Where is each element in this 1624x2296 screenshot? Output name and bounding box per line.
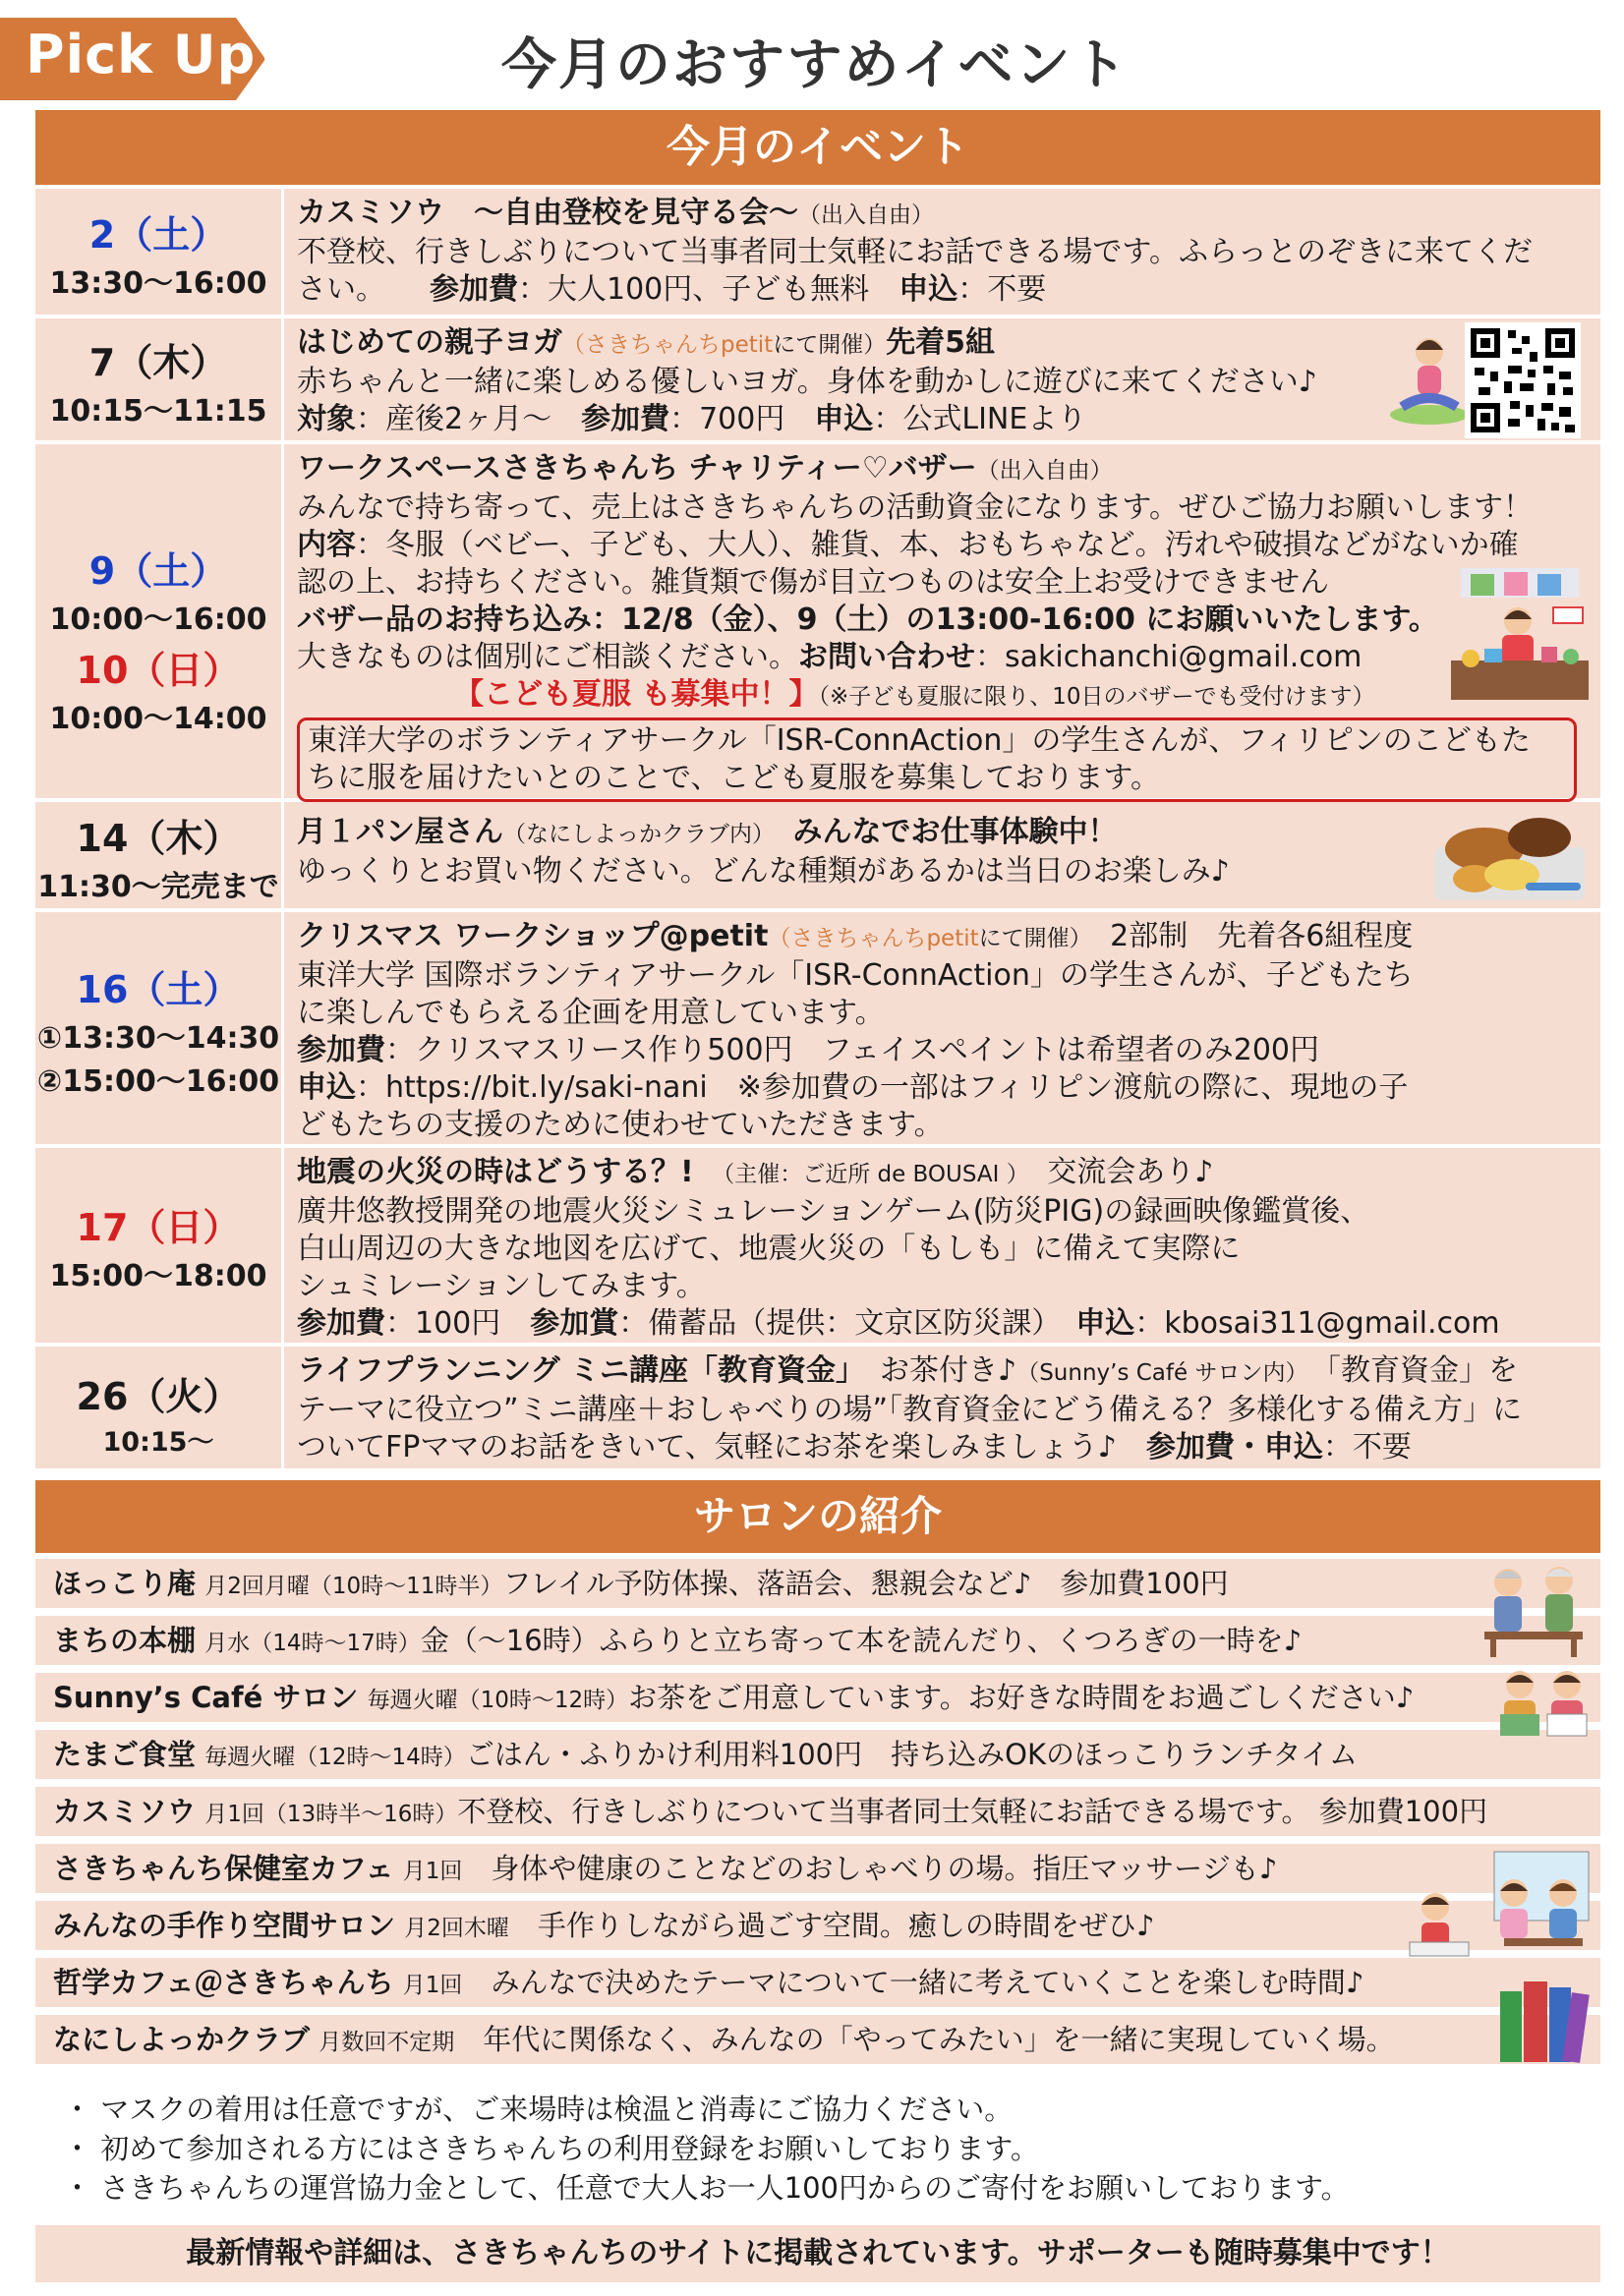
salon-desc: ごはん・ふりかけ利用料100円 持ち込みOKのほっこりランチタイム bbox=[465, 1738, 1358, 1771]
apply-value: ：kbosai311@gmail.com bbox=[1134, 1306, 1500, 1341]
yoga-illustration bbox=[1388, 330, 1471, 429]
salon-schedule: 月数回不定期 bbox=[319, 2030, 455, 2055]
event-time: 10:00〜14:00 bbox=[49, 702, 267, 736]
gift-label: 参加賞 bbox=[530, 1306, 619, 1341]
event-body bbox=[297, 814, 1587, 890]
event-desc: 不登校、行きしぶりについて当事者同士気軽にお話できる場です。ふらっとのぞきに来てくだ bbox=[297, 235, 1533, 269]
event-desc: ゆっくりとお買い物ください。どんな種類があるかは当日のお楽しみ♪ bbox=[297, 854, 1230, 889]
event-title: 地震の火災の時はどうする？! bbox=[297, 1155, 694, 1189]
event-date-cell bbox=[35, 444, 284, 798]
event-date: 9（土） bbox=[88, 549, 228, 593]
event-venue: （さきちゃんちpetit bbox=[768, 926, 979, 951]
event-date-cell bbox=[35, 318, 284, 440]
salon-row bbox=[35, 1673, 1600, 1722]
salon-row bbox=[35, 2015, 1600, 2064]
cafe-people-illustration bbox=[1406, 1848, 1593, 1966]
salon-row bbox=[35, 1901, 1600, 1950]
event-row bbox=[35, 189, 1600, 315]
event-time: 13:30〜16:00 bbox=[49, 266, 267, 301]
fee-label: 参加費 bbox=[297, 1306, 385, 1341]
event-time: ②15:00〜16:00 bbox=[36, 1064, 280, 1099]
salon-schedule: 月水（14時〜17時） bbox=[204, 1631, 421, 1656]
event-date: 14（木） bbox=[76, 817, 241, 860]
seniors-illustration bbox=[1475, 1561, 1593, 1659]
event-capacity: 先着5組 bbox=[886, 325, 996, 360]
fee-label: 参加費 bbox=[430, 272, 518, 307]
event-desc: 大きなものは個別にご相談ください。 bbox=[297, 640, 798, 674]
fee-label: 参加費 bbox=[581, 402, 670, 436]
event-desc: 赤ちゃんと一緒に楽しめる優しいヨガ。身体を動かしに遊びに来てください♪ bbox=[297, 365, 1317, 399]
salon-row bbox=[35, 1787, 1600, 1836]
event-time: 10:00〜16:00 bbox=[49, 603, 267, 637]
event-date: 16（土） bbox=[76, 968, 241, 1011]
event-dropoff: バザー品のお持ち込み：12/8（金）、9（土）の13:00-16:00 にお願いいたします。 bbox=[297, 603, 1438, 637]
salon-desc: 不登校、行きしぶりについて当事者同士気軽にお話できる場です。 参加費100円 bbox=[457, 1795, 1488, 1828]
fee-value: ：700円 bbox=[669, 402, 785, 436]
event-time: 15:00〜18:00 bbox=[49, 1259, 267, 1293]
event-date: 26（火） bbox=[76, 1375, 241, 1418]
bread-illustration bbox=[1431, 808, 1589, 902]
salon-desc: 金（〜16時）ふらりと立ち寄って本を読んだり、くつろぎの一時を♪ bbox=[420, 1624, 1303, 1657]
event-date-cell bbox=[35, 802, 284, 908]
note-item: ・ マスクの着用は任意ですが、ご来場時は検温と消毒にご協力ください。 bbox=[63, 2093, 1014, 2126]
footer-message: 最新情報や詳細は、さきちゃんちのサイトに掲載されています。サポーターも随時募集中です！ bbox=[35, 2225, 1600, 2282]
event-desc: どもたちの支援のために使わせていただきます。 bbox=[297, 1108, 944, 1142]
event-date: 17（日） bbox=[76, 1206, 241, 1249]
salon-schedule: 月1回（13時半〜16時） bbox=[204, 1802, 458, 1827]
event-desc: ついてFPママのお話をきいて、気軽にお茶を楽しみましょう♪ bbox=[297, 1430, 1117, 1464]
salon-row bbox=[35, 1730, 1600, 1779]
event-note: （※子ども夏服に限り、10日のバザーでも受付けます） bbox=[818, 684, 1375, 710]
fee-label: 参加費 bbox=[297, 1033, 385, 1067]
fee-value: ：不要 bbox=[1322, 1430, 1412, 1464]
salon-schedule: 月1回 bbox=[402, 1973, 463, 1998]
event-note: （出入自由） bbox=[798, 202, 934, 228]
salon-row bbox=[35, 1844, 1600, 1893]
salon-schedule: 毎週火曜（12時〜14時） bbox=[204, 1745, 466, 1770]
event-subtitle: お茶付き♪ bbox=[880, 1353, 1017, 1388]
event-time: ①13:30〜14:30 bbox=[36, 1021, 280, 1056]
page-title: 今月のおすすめイベント bbox=[501, 33, 1130, 97]
event-desc: 東洋大学 国際ボランティアサークル「ISR-ConnAction」の学生さんが、子どもたち bbox=[297, 958, 1414, 993]
apply-label: 申込 bbox=[814, 402, 874, 436]
salon-banner: サロンの紹介 bbox=[35, 1480, 1600, 1553]
event-desc: 「教育資金」を bbox=[1325, 1353, 1518, 1388]
salon-schedule: 月1回 bbox=[402, 1859, 463, 1884]
salon-name: Sunny’s Café サロン bbox=[53, 1681, 359, 1714]
salon-desc: みんなで決めたテーマについて一緒に考えていくことを楽しむ時間♪ bbox=[491, 1966, 1364, 1999]
event-title: カスミソウ 〜自由登校を見守る会〜 bbox=[297, 196, 798, 230]
event-desc: シュミレーションしてみます。 bbox=[297, 1269, 706, 1303]
event-desc: 白山周辺の大きな地図を広げて、地震火災の「もしも」に備えて実際に bbox=[297, 1232, 1241, 1266]
event-row bbox=[35, 912, 1600, 1144]
contact-label: お問い合わせ bbox=[798, 640, 975, 674]
event-desc: 廣井悠教授開発の地震火災シミュレーションゲーム(防災PIG)の録画映像鑑賞後、 bbox=[297, 1194, 1370, 1229]
salon-name: みんなの手作り空間サロン bbox=[53, 1909, 396, 1942]
books-illustration bbox=[1494, 1972, 1593, 2070]
salon-row bbox=[35, 1559, 1600, 1608]
event-note: （出入自由） bbox=[976, 458, 1113, 484]
event-note: （Sunny’s Café サロン内） bbox=[1016, 1360, 1297, 1386]
event-row bbox=[35, 444, 1600, 798]
salon-schedule: 月2回月曜（10時〜11時半） bbox=[204, 1574, 503, 1599]
apply-value: ：不要 bbox=[957, 272, 1047, 307]
salon-desc: 手作りしながら過ごす空間。癒しの時間をぜひ♪ bbox=[537, 1909, 1155, 1942]
event-row bbox=[35, 318, 1600, 440]
salon-desc: フレイル予防体操、落語会、懇親会など♪ 参加費100円 bbox=[502, 1567, 1229, 1600]
event-row bbox=[35, 802, 1600, 908]
salon-desc: 身体や健康のことなどのおしゃべりの場。指圧マッサージも♪ bbox=[491, 1852, 1278, 1885]
salon-row bbox=[35, 1616, 1600, 1665]
salon-name: カスミソウ bbox=[53, 1795, 197, 1828]
event-title: 月１パン屋さん bbox=[297, 815, 503, 849]
event-time: 10:15〜11:15 bbox=[49, 394, 267, 429]
apply-label: 申込 bbox=[899, 272, 958, 307]
event-body bbox=[297, 1352, 1587, 1466]
event-note: （なにしよっかクラブ内） bbox=[503, 822, 764, 847]
event-subtitle: 交流会あり♪ bbox=[1047, 1155, 1214, 1189]
volunteer-box bbox=[297, 718, 1577, 802]
salon-name: 哲学カフェ＠さきちゃんち bbox=[53, 1966, 394, 1999]
event-date: 2（土） bbox=[88, 213, 228, 257]
event-date-cell bbox=[35, 189, 284, 315]
event-date: 10（日） bbox=[76, 649, 241, 692]
event-body bbox=[297, 195, 1587, 309]
apply-label: 申込 bbox=[1075, 1306, 1135, 1341]
event-time: 11:30〜完売まで bbox=[37, 870, 279, 904]
pickup-label bbox=[0, 18, 295, 100]
target-value: ：産後2ヶ月〜 bbox=[356, 402, 552, 436]
bazaar-illustration bbox=[1451, 564, 1589, 702]
note-item: ・ さきちゃんちの運営協力金として、任意で大人お一人100円からのご寄付をお願いしております。 bbox=[63, 2171, 1350, 2205]
event-title: ライフプランニング ミニ講座「教育資金」 bbox=[297, 1353, 851, 1388]
event-body bbox=[297, 918, 1587, 1144]
event-desc: テーマに役立つ”ミニ講座＋おしゃべりの場”「教育資金にどう備える？多様化する備え方」に bbox=[297, 1393, 1523, 1427]
event-subtitle: みんなでお仕事体験中！ bbox=[792, 815, 1118, 849]
event-capacity: 2部制 先着各6組程度 bbox=[1110, 919, 1414, 953]
notes-list bbox=[63, 2090, 1350, 2208]
salon-desc: 年代に関係なく、みんなの「やってみたい」を一緒に実現していく場。 bbox=[483, 2023, 1395, 2056]
salon-schedule: 毎週火曜（10時〜12時） bbox=[367, 1688, 629, 1713]
fee-value: ：大人100円、子ども無料 bbox=[518, 272, 870, 307]
event-venue-suffix: にて開催） bbox=[978, 926, 1081, 951]
event-desc: みんなで持ち寄って、売上はさきちゃんちの活動資金になります。ぜひご協力お願いします！ bbox=[297, 490, 1533, 525]
event-date-cell bbox=[35, 1347, 284, 1468]
contact-email: ：sakichanchi@gmail.com bbox=[975, 640, 1363, 674]
salon-desc: お茶をご用意しています。お好きな時間をお過ごしください♪ bbox=[628, 1681, 1415, 1714]
event-title: ワークスペースさきちゃんち チャリティー♡バザー bbox=[297, 451, 977, 486]
event-body bbox=[297, 450, 1587, 802]
event-desc: ：冬服（ベビー、子ども、大人）、雑貨、本、おもちゃなど。汚れや破損などがないか確 bbox=[356, 528, 1519, 562]
event-date: 7（木） bbox=[88, 341, 228, 384]
reading-people-illustration bbox=[1494, 1665, 1593, 1753]
target-label: 対象 bbox=[297, 402, 356, 436]
summer-clothes-notice: 【こども夏服 も募集中！】 bbox=[454, 677, 819, 712]
events-banner: 今月のイベント bbox=[35, 110, 1600, 185]
event-note: （主催：ご近所 de BOUSAI ） bbox=[723, 1162, 1018, 1187]
salon-name: まちの本棚 bbox=[53, 1624, 197, 1657]
fee-label: 参加費・申込 bbox=[1145, 1430, 1323, 1464]
event-date-cell bbox=[35, 912, 284, 1144]
salon-name: ほっこり庵 bbox=[53, 1567, 197, 1600]
fee-value: ：クリスマスリース作り500円 フェイスペイントは希望者のみ200円 bbox=[385, 1033, 1320, 1067]
qr-code-icon bbox=[1465, 322, 1581, 438]
apply-label: 申込 bbox=[297, 1070, 356, 1105]
salon-name: なにしよっかクラブ bbox=[53, 2023, 311, 2056]
event-desc: に楽しんでもらえる企画を用意しています。 bbox=[297, 996, 885, 1030]
content-label: 内容 bbox=[297, 528, 356, 562]
note-item: ・ 初めて参加される方にはさきちゃんちの利用登録をお願いしております。 bbox=[63, 2132, 1039, 2165]
event-row bbox=[35, 1347, 1600, 1468]
event-time: 10:15〜 bbox=[102, 1427, 214, 1458]
gift-value: ：備蓄品（提供：文京区防災課） bbox=[618, 1306, 1047, 1341]
event-date-cell bbox=[35, 1148, 284, 1343]
event-desc: さい。 bbox=[297, 272, 371, 307]
volunteer-text: 東洋大学のボランティアサークル「ISR-ConnAction」の学生さんが、フィリピンのこどもた bbox=[308, 723, 1531, 758]
fee-value: ：100円 bbox=[385, 1306, 501, 1341]
event-venue: （さきちゃんちpetit bbox=[562, 332, 774, 358]
apply-value: ：公式LINEより bbox=[873, 402, 1087, 436]
event-venue-suffix: にて開催） bbox=[773, 332, 887, 358]
salon-schedule: 月2回木曜 bbox=[404, 1916, 509, 1941]
pickup-text: Pick Up! bbox=[26, 24, 281, 86]
event-row bbox=[35, 1148, 1600, 1343]
event-title: はじめての親子ヨガ bbox=[297, 325, 562, 360]
apply-value: ：https://bit.ly/saki-nani ※参加費の一部はフィリピン渡航の際に、現地の子 bbox=[356, 1070, 1409, 1105]
event-body bbox=[297, 1154, 1587, 1343]
event-title: クリスマス ワークショップ@petit bbox=[297, 919, 769, 953]
salon-name: たまご食堂 bbox=[53, 1738, 197, 1771]
salon-name: さきちゃんち保健室カフェ bbox=[53, 1852, 394, 1885]
volunteer-text: ちに服を届けたいとのことで、こども夏服を募集しております。 bbox=[308, 761, 1160, 795]
salon-row bbox=[35, 1958, 1600, 2007]
event-desc: 認の上、お持ちください。雑貨類で傷が目立つものは安全上お受けできません bbox=[297, 565, 1329, 600]
